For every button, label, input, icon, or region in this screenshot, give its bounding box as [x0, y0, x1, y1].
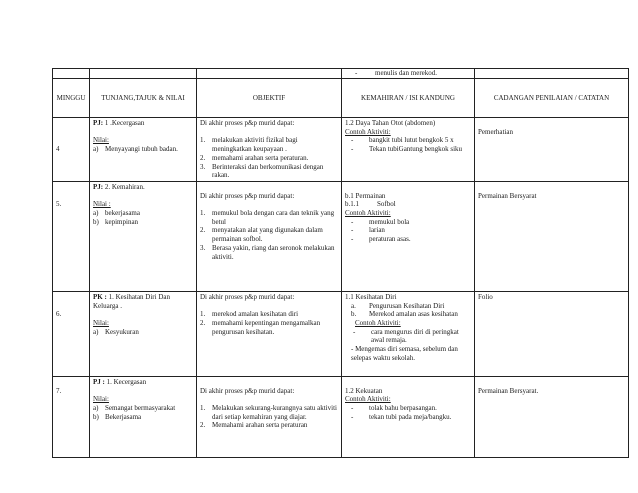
tunjang-tag: PJ:	[93, 182, 104, 191]
cell	[90, 69, 197, 79]
cadangan-cell	[475, 181, 629, 291]
nilai-label: Nilai :	[93, 200, 111, 209]
week-number: 4	[56, 145, 60, 154]
header-minggu: MINGGU	[53, 79, 90, 118]
nilai-label: Nilai:	[93, 319, 109, 327]
cadangan-text: Permainan Bersyarat.	[478, 386, 539, 395]
list-item	[93, 328, 193, 337]
list-item	[93, 209, 193, 218]
objektif-cell	[197, 181, 342, 291]
bullet-dash: -	[351, 136, 354, 145]
contoh-aktiviti-label: Contoh Aktiviti:	[345, 127, 391, 136]
list-item-text: Tekan tubiGantung bengkok siku	[369, 145, 463, 154]
contoh-aktiviti-label: Contoh Aktiviti:	[345, 395, 391, 404]
objektif-cell	[197, 291, 342, 376]
list-item-text: memukul bola dengan cara dan teknik yang betul	[212, 208, 335, 226]
tunjang-title: 1 .Kecergasan	[104, 119, 145, 127]
objektif-cell	[197, 376, 342, 457]
list-item-text: cara mengurus diri di peringkat awal remaja.	[371, 327, 459, 345]
kemahiran-cell	[342, 376, 475, 457]
list-marker: 1.	[200, 208, 206, 217]
list-item-text: Berasa yakin, riang dan seronok melakukan aktiviti.	[212, 243, 335, 261]
list-item	[200, 136, 338, 153]
contoh-aktiviti-label: Contoh Aktiviti:	[345, 209, 391, 217]
week-number: 6.	[56, 310, 62, 319]
continuation-row	[53, 69, 629, 79]
list-item	[345, 218, 471, 227]
kemahiran-subtitle	[345, 200, 471, 209]
cadangan-cell	[475, 118, 629, 182]
bullet-dash: -	[351, 217, 354, 226]
list-marker: 2.	[200, 153, 206, 162]
list-item	[200, 226, 338, 243]
list-item	[93, 404, 193, 413]
list-marker: 3.	[200, 243, 206, 252]
kemahiran-cell	[342, 181, 475, 291]
list-item-text: menulis dan merekod.	[375, 69, 438, 77]
tunjang-heading	[93, 378, 193, 387]
list-item	[345, 226, 471, 235]
list-marker: a)	[93, 404, 99, 412]
list-item	[200, 154, 338, 163]
list-marker: a)	[93, 327, 99, 336]
list-item-text: peraturan asas.	[369, 235, 411, 244]
tunjang-cell	[90, 291, 197, 376]
list-marker: a)	[93, 145, 99, 154]
cadangan-cell	[475, 376, 629, 457]
contoh-aktiviti-wrap	[345, 319, 471, 328]
table-row	[53, 291, 629, 376]
cadangan-cell	[475, 291, 629, 376]
list-item-text: larian	[369, 226, 385, 235]
subtitle-text: Sofbol	[377, 200, 396, 209]
list-item-text: menyatakan alat yang digunakan dalam permainan sofbol.	[212, 226, 323, 244]
bullet-dash: -	[351, 404, 354, 412]
header-tunjang: TUNJANG,TAJUK & NILAI	[90, 79, 197, 118]
minggu-cell	[53, 376, 90, 457]
tunjang-tag: PJ:	[93, 119, 104, 127]
tunjang-title: 1. Kesihatan Diri Dan Keluarga .	[93, 292, 170, 310]
list-item	[345, 235, 471, 244]
list-item	[93, 145, 193, 154]
tunjang-cell	[90, 118, 197, 182]
bullet-dash: -	[351, 235, 354, 244]
nilai-label: Nilai:	[93, 395, 109, 404]
list-item-text: bekerjasama	[105, 209, 140, 217]
bullet-dash: -	[355, 69, 358, 77]
list-item-text: kepimpinan	[105, 217, 139, 226]
list-item-text: Melakukan sekurang-kurangnya satu aktiviti dari setiap kemahiran yang diajar.	[212, 403, 337, 421]
contoh-aktiviti-label: Contoh Aktiviti:	[355, 319, 401, 328]
bullet-dash: -	[353, 327, 356, 336]
minggu-cell	[53, 118, 90, 182]
subtitle-number: b.1.1	[345, 200, 359, 209]
list-item-text: Merekod amalan asas kesihatan	[369, 310, 458, 319]
kemahiran-title: 1.1 Kesihatan Diri	[345, 292, 397, 301]
list-item	[345, 136, 471, 145]
bullet-dash: -	[351, 145, 354, 154]
list-item	[200, 244, 338, 261]
bullet-dash: -	[351, 226, 354, 235]
list-marker: a.	[351, 301, 356, 310]
list-item-text: melakukan aktiviti fizikal bagi meningkatkan keupayaan .	[212, 136, 298, 154]
tunjang-title: 1. Kecergasan	[106, 377, 147, 386]
list-item-text: Berinteraksi dan berkomunikasi dengan rakan.	[212, 162, 324, 180]
header-cadangan: CADANGAN PENILAIAN / CATATAN	[475, 79, 629, 118]
list-item	[200, 319, 338, 336]
list-marker: 3.	[200, 162, 206, 171]
list-item	[200, 163, 338, 180]
list-marker: 1.	[200, 403, 206, 412]
list-item	[345, 69, 471, 78]
bullet-dash: -	[351, 412, 354, 421]
list-item-text: Kesyukuran	[105, 327, 139, 336]
tunjang-tag: PJ :	[93, 377, 105, 386]
list-item-text: memahami arahan serta peraturan.	[212, 153, 309, 162]
minggu-cell	[53, 181, 90, 291]
list-item	[345, 302, 471, 311]
week-number: 5.	[56, 200, 62, 209]
tunjang-cell	[90, 181, 197, 291]
list-item-text: bangkit tubi lutut bengkok 5 x	[369, 136, 454, 145]
tunjang-heading	[93, 293, 193, 310]
list-item-text: tolak bahu berpasangan.	[369, 404, 437, 412]
list-marker: 1.	[200, 310, 206, 319]
list-marker: b.	[351, 310, 357, 319]
list-item	[93, 218, 193, 227]
list-item	[93, 413, 193, 422]
lesson-plan-table	[52, 68, 629, 458]
tunjang-tag: PK :	[93, 292, 107, 301]
list-item	[200, 421, 338, 430]
tunjang-title: 2. Kemahiran.	[104, 182, 145, 191]
table-row	[53, 181, 629, 291]
list-item-text: Bekerjasama	[105, 412, 142, 421]
table-row	[53, 376, 629, 457]
list-item-text: memukul bola	[369, 217, 410, 226]
continuation-cell	[342, 69, 475, 79]
tunjang-heading	[93, 119, 193, 128]
header-kemahiran: KEMAHIRAN / ISI KANDUNG	[342, 79, 475, 118]
cell	[197, 69, 342, 79]
objektif-intro: Di akhir proses p&p murid dapat:	[200, 191, 295, 200]
cell	[475, 69, 629, 79]
list-marker: b)	[93, 412, 99, 421]
kemahiran-title: 1.2 Kekuatan	[345, 386, 383, 395]
week-number: 7.	[56, 386, 62, 395]
objektif-cell	[197, 118, 342, 182]
list-item	[345, 328, 471, 345]
tunjang-heading	[93, 183, 193, 192]
cadangan-text: Pemerhatian	[478, 127, 513, 136]
list-marker: 1.	[200, 136, 206, 145]
list-item	[200, 209, 338, 226]
kemahiran-title: b.1 Permainan	[345, 191, 386, 200]
cadangan-text: Permainan Bersyarat	[478, 191, 537, 200]
list-item-text: Memahami arahan serta peraturan	[212, 421, 308, 430]
list-item-text: memahami kepentingan mengamalkan pengurusan kesihatan.	[212, 319, 321, 336]
list-marker: b)	[93, 217, 99, 226]
objektif-intro: Di akhir proses p&p murid dapat:	[200, 119, 295, 127]
kemahiran-extra: - Mengemas diri semasa, sebelum dan selepas waktu sekolah.	[351, 345, 458, 362]
objektif-intro: Di akhir proses p&p murid dapat:	[200, 386, 295, 395]
header-objektif: OBJEKTIF	[197, 79, 342, 118]
list-marker: 2.	[200, 319, 206, 327]
kemahiran-cell	[342, 291, 475, 376]
list-marker: a)	[93, 209, 99, 217]
list-item-text: Menyayangi tubuh badan.	[105, 145, 178, 154]
list-item-text: Semangat bermasyarakat	[105, 404, 176, 412]
list-item-text: merekod amalan kesihatan diri	[212, 310, 299, 319]
list-item-text: Pengurusan Kesihatan Diri	[369, 301, 445, 310]
list-item	[200, 310, 338, 319]
list-item	[345, 310, 471, 319]
objektif-intro: Di akhir proses p&p murid dapat:	[200, 292, 295, 301]
list-marker: 2.	[200, 421, 206, 430]
header-row	[53, 79, 629, 118]
list-item	[200, 404, 338, 421]
minggu-cell	[53, 291, 90, 376]
tunjang-cell	[90, 376, 197, 457]
list-item	[345, 404, 471, 413]
kemahiran-title: 1.2 Daya Tahan Otot (abdomen)	[345, 119, 436, 127]
cadangan-text: Folio	[478, 292, 493, 301]
list-item-text: tekan tubi pada meja/bangku.	[369, 412, 452, 421]
table-row	[53, 118, 629, 182]
list-item	[345, 413, 471, 422]
nilai-label: Nilai:	[93, 136, 109, 145]
list-item	[345, 145, 471, 154]
list-marker: 2.	[200, 226, 206, 235]
cell	[53, 69, 90, 79]
kemahiran-cell	[342, 118, 475, 182]
